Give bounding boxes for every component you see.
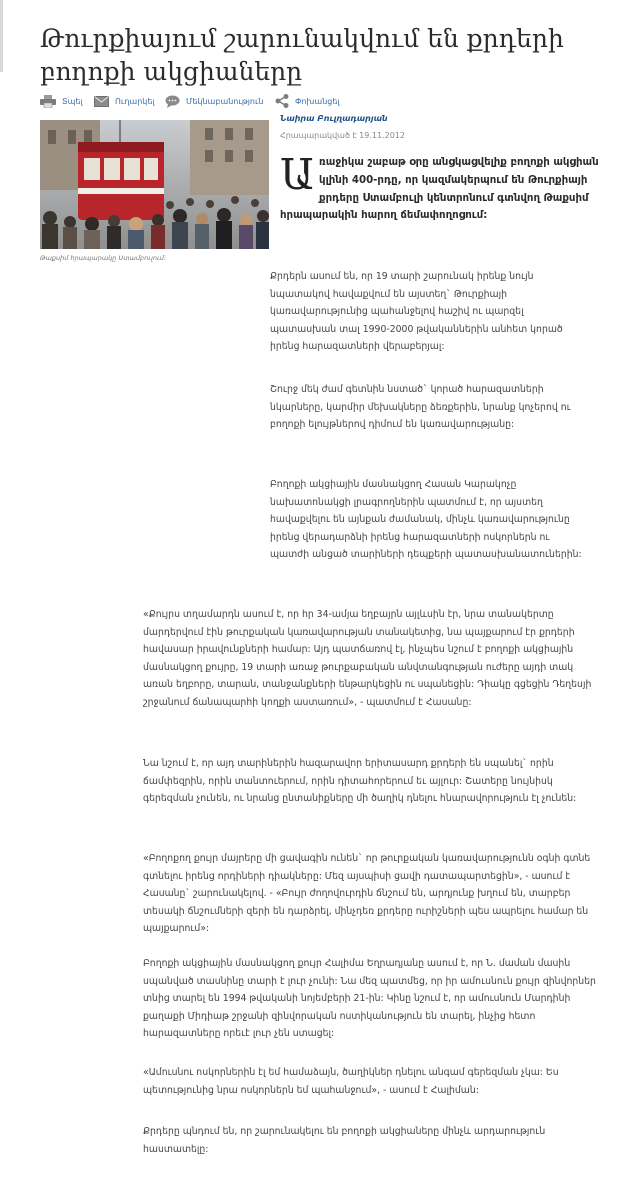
- article-paragraph: Քրդերն ասում են, որ 19 տարի շարունակ իրենք նույն նպատակով հավաքվում են այստեղ` Թուրքիայի կառավարությունից պահանջելով հաշիվ ու պարզել պատասխան տալ 1990-2000 թվականներին անհետ կորած իրենց հարազատների վերաբերյալ:: [270, 271, 563, 352]
- publish-date: Հրապարակված է 19.11.2012: [280, 131, 405, 140]
- article-lead: [280, 150, 608, 225]
- comments-label: Մեկնաբանություն: [186, 96, 264, 106]
- speech-bubble-icon: [165, 95, 180, 108]
- lead-dropcap: Ա: [280, 150, 315, 199]
- comments-button[interactable]: [165, 93, 264, 109]
- article-paragraph: Շուրջ մեկ ժամ գետնին նստած` կորած հարազատների նկարները, կարմիր մեխակները ձեռքերին, նրանք կոչերով ու բողոքի ելույթներով դիմում են կառավարությանը:: [270, 384, 571, 430]
- lead-text: ռաջիկա շաբաթ օրը անցկացվելիք բողոքի ակցիան կլինի 400-րդը, որ կազմակերպում են Թուրքիայի քրդերը Ստամբուլի կենտրոնում գտնվող Թաքսիմ հրապարակին հարող ճեմափողոցում:: [280, 157, 599, 222]
- send-label: Ուղարկել: [115, 96, 155, 106]
- article-paragraph: «Քույրս տղամարդն ասում է, որ հր 34-ամյա եղբայրն այլևսին էր, նրա տանակերտը մարդերվում էին թուրքական կառավարության տանակետից, նա պայքարում էր քրդերի հավասար իրավունքների համար: Այդ պատճառով էլ, ինչպես նշում է բողոքի ակցիային մասնակցող քույրը, 19 տարի առաջ թուրքաբական անվտանգության ուժերը այդի տակ առան եղբորը, տարան, տանջանքների ենթարկեցին ու սպանեցին: Դիակը գցեցին Դեղեսյի շրջանում ճանապարհի կողքի աստառում», - պատմում է Հասանը:: [143, 609, 592, 708]
- left-edge-bar: [0, 0, 3, 72]
- article-paragraph: «Բողոքող քույր մայրերը մի ցավագին ունեն` որ թուրքական կառավարությունն օգնի գտնե գտնելու իրենց որդիների դիակները: Մեզ այսպիսի ցավի դատապարտեցին», - ասում է Հասանը` շարունակելով. - «Բույր ժողովուրդին ճնշում են, արդյունք խղում են, տարբեր տեսակի ճնշումների զերի են դարձրել, մինչդեռ քրդերը ուրիշների պես ապրելու համար են պայքարում»:: [143, 853, 591, 934]
- share-label: Փոխանցել: [295, 96, 340, 106]
- author-name[interactable]: Նաիրա Բուլղադարյան: [280, 114, 388, 123]
- image-caption: Թաքսիմ հրապարակը Ստամբուլում:: [40, 254, 167, 262]
- share-icon: [275, 94, 289, 108]
- print-label: Տպել: [62, 96, 83, 106]
- article-title: Թուրքիայում շարունակվում են քրդերի բողոքի ակցիաները: [40, 24, 564, 86]
- article-paragraph: Բողոքի ակցիային մասնակցող Հասան Կարակոչը նախատոնակցի լրագրողներին պատմում է, որ այստեղ հավաքվելու են այնքան ժամանակ, մինչև կառավարությունը իրենց վերադարձնի իրենց հարազատների ոսկորներն ու պատժի անցած տարիների դեպքերի պատասխանատուներին:: [270, 479, 582, 560]
- printer-icon: [40, 95, 56, 108]
- share-button[interactable]: [275, 93, 340, 109]
- send-button[interactable]: [94, 93, 155, 109]
- article-photo: [40, 120, 269, 249]
- article-paragraph: «Ամուսնու ոսկորներին էլ եմ համաձայն, ծաղիկներ դնելու անգամ գերեզման չկա: Ես պետությունից նրա ոսկորներն եմ պահանջում», - ասում է Հալիման:: [143, 1067, 559, 1096]
- article-paragraph: Քրդերը պնդում են, որ շարունակելու են բողոքի ակցիաները մինչև արդարություն հաստատելը:: [143, 1126, 546, 1155]
- article-paragraph: Բողոքի ակցիային մասնակցող քույր Հալիմա Եղրադյանը ասում է, որ Ն. մաման մասին սպանված տասնինը տարի է լուր չունի: Նա մեզ պատմեց, որ իր ամուսնուն քույր զինվորներ տնից տարել են 1994 թվականի նոյեմբերի 21-ին: Կինը նշում է, որ ամուսնուն Մարդինի քաղաքի Միդիաթ շրջանի զինվորական ոստիկանություն են տարել, ինչից հետո հարազատները որեւէ լուր չեն ստացել:: [143, 958, 596, 1039]
- print-button[interactable]: [40, 93, 83, 109]
- article-paragraph: Նա նշում է, որ այդ տարիներին հազարավոր երիտասարդ քրդերի են սպանել` որին ճամփեզրին, որին տանտուերում, որին դիտահորերում եւ այլուր: Շատերը նույնիսկ գերեզման չունեն, ու նրանց ընտանիքները մի ծաղիկ դնելու հնարավորություն էլ չունեն:: [143, 758, 577, 804]
- envelope-icon: [94, 96, 109, 107]
